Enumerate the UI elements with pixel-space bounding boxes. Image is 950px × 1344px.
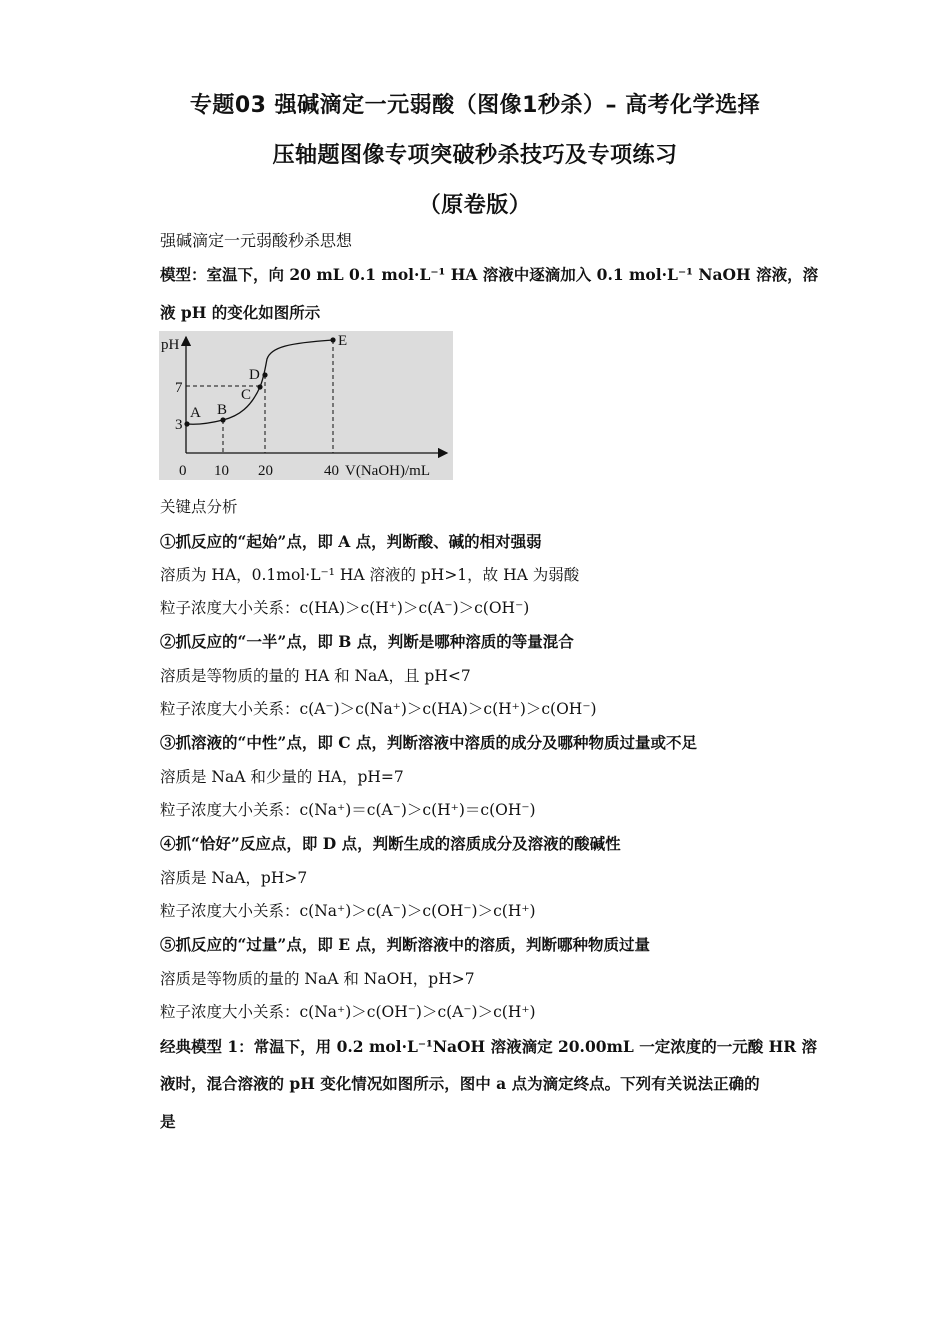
y-tick-label: 3 — [175, 417, 183, 433]
example-line-1: 经典模型 1：常温下，用 0.2 mol·L⁻¹NaOH 溶液滴定 20.00mL 一定浓度的一元酸 HR 溶 — [160, 1037, 818, 1056]
point-4-solute: 溶质是 NaA，pH>7 — [160, 869, 308, 887]
point-2-solute: 溶质是等物质的量的 HA 和 NaA，且 pH<7 — [160, 667, 471, 685]
y-axis-label: pH — [161, 337, 180, 353]
doc-title-line-2: 压轴题图像专项突破秒杀技巧及专项练习 — [272, 143, 678, 168]
x-tick-label: 0 — [179, 463, 187, 479]
section-heading: 强碱滴定一元弱酸秒杀思想 — [160, 231, 353, 250]
point-a-label: A — [190, 405, 201, 421]
point-4-heading: ④抓“恰好”反应点，即 D 点，判断生成的溶质成分及溶液的酸碱性 — [160, 834, 621, 853]
analysis-heading: 关键点分析 — [160, 498, 238, 516]
point-5-heading: ⑤抓反应的“过量”点，即 E 点，判断溶液中的溶质，判断哪种物质过量 — [160, 935, 650, 954]
point-b-marker — [220, 417, 225, 422]
point-b-label: B — [217, 402, 228, 418]
point-c-marker — [257, 384, 262, 389]
titration-curve — [187, 340, 333, 424]
x-tick-label: 20 — [258, 463, 273, 479]
point-d-label: D — [249, 367, 260, 383]
x-tick-label: 40 — [324, 463, 339, 479]
model-text-line-2: 液 pH 的变化如图所示 — [160, 303, 321, 322]
doc-title-line-1: 专题03 强碱滴定一元弱酸（图像1秒杀）– 高考化学选择 — [189, 93, 761, 118]
point-e-marker — [330, 337, 335, 342]
point-1-heading: ①抓反应的“起始”点，即 A 点，判断酸、碱的相对强弱 — [160, 532, 542, 551]
point-5-relation: 粒子浓度大小关系：c(Na⁺)＞c(OH⁻)＞c(A⁻)＞c(H⁺) — [160, 1003, 536, 1021]
point-2-relation: 粒子浓度大小关系：c(A⁻)＞c(Na⁺)＞c(HA)＞c(H⁺)＞c(OH⁻) — [160, 700, 597, 718]
point-5-solute: 溶质是等物质的量的 NaA 和 NaOH，pH>7 — [160, 970, 475, 988]
point-d-marker — [262, 372, 267, 377]
point-c-label: C — [241, 387, 252, 403]
point-a-marker — [184, 421, 189, 426]
example-line-2: 液时，混合溶液的 pH 变化情况如图所示，图中 a 点为滴定终点。下列有关说法正确的 — [160, 1074, 760, 1093]
point-3-solute: 溶质是 NaA 和少量的 HA，pH=7 — [160, 768, 404, 786]
point-e-label: E — [338, 333, 348, 349]
point-3-relation: 粒子浓度大小关系：c(Na⁺)＝c(A⁻)＞c(H⁺)＝c(OH⁻) — [160, 801, 536, 819]
point-1-solute: 溶质为 HA，0.1mol·L⁻¹ HA 溶液的 pH>1，故 HA 为弱酸 — [160, 566, 580, 584]
titration-curve-figure — [159, 331, 453, 480]
model-text-line-1: 模型：室温下，向 20 mL 0.1 mol·L⁻¹ HA 溶液中逐滴加入 0.1 mol·L⁻¹ NaOH 溶液，溶 — [160, 265, 819, 284]
point-1-relation: 粒子浓度大小关系：c(HA)＞c(H⁺)＞c(A⁻)＞c(OH⁻) — [160, 599, 530, 617]
example-line-3: 是 — [160, 1112, 176, 1131]
doc-title-line-3: （原卷版） — [418, 193, 532, 218]
titration-chart — [159, 331, 453, 480]
point-2-heading: ②抓反应的“一半”点，即 B 点，判断是哪种溶质的等量混合 — [160, 632, 574, 651]
x-tick-label: 10 — [214, 463, 229, 479]
x-axis-label: V(NaOH)/mL — [345, 463, 430, 479]
point-4-relation: 粒子浓度大小关系：c(Na⁺)＞c(A⁻)＞c(OH⁻)＞c(H⁺) — [160, 902, 536, 920]
y-tick-label: 7 — [175, 380, 183, 396]
point-3-heading: ③抓溶液的“中性”点，即 C 点，判断溶液中溶质的成分及哪种物质过量或不足 — [160, 733, 697, 752]
